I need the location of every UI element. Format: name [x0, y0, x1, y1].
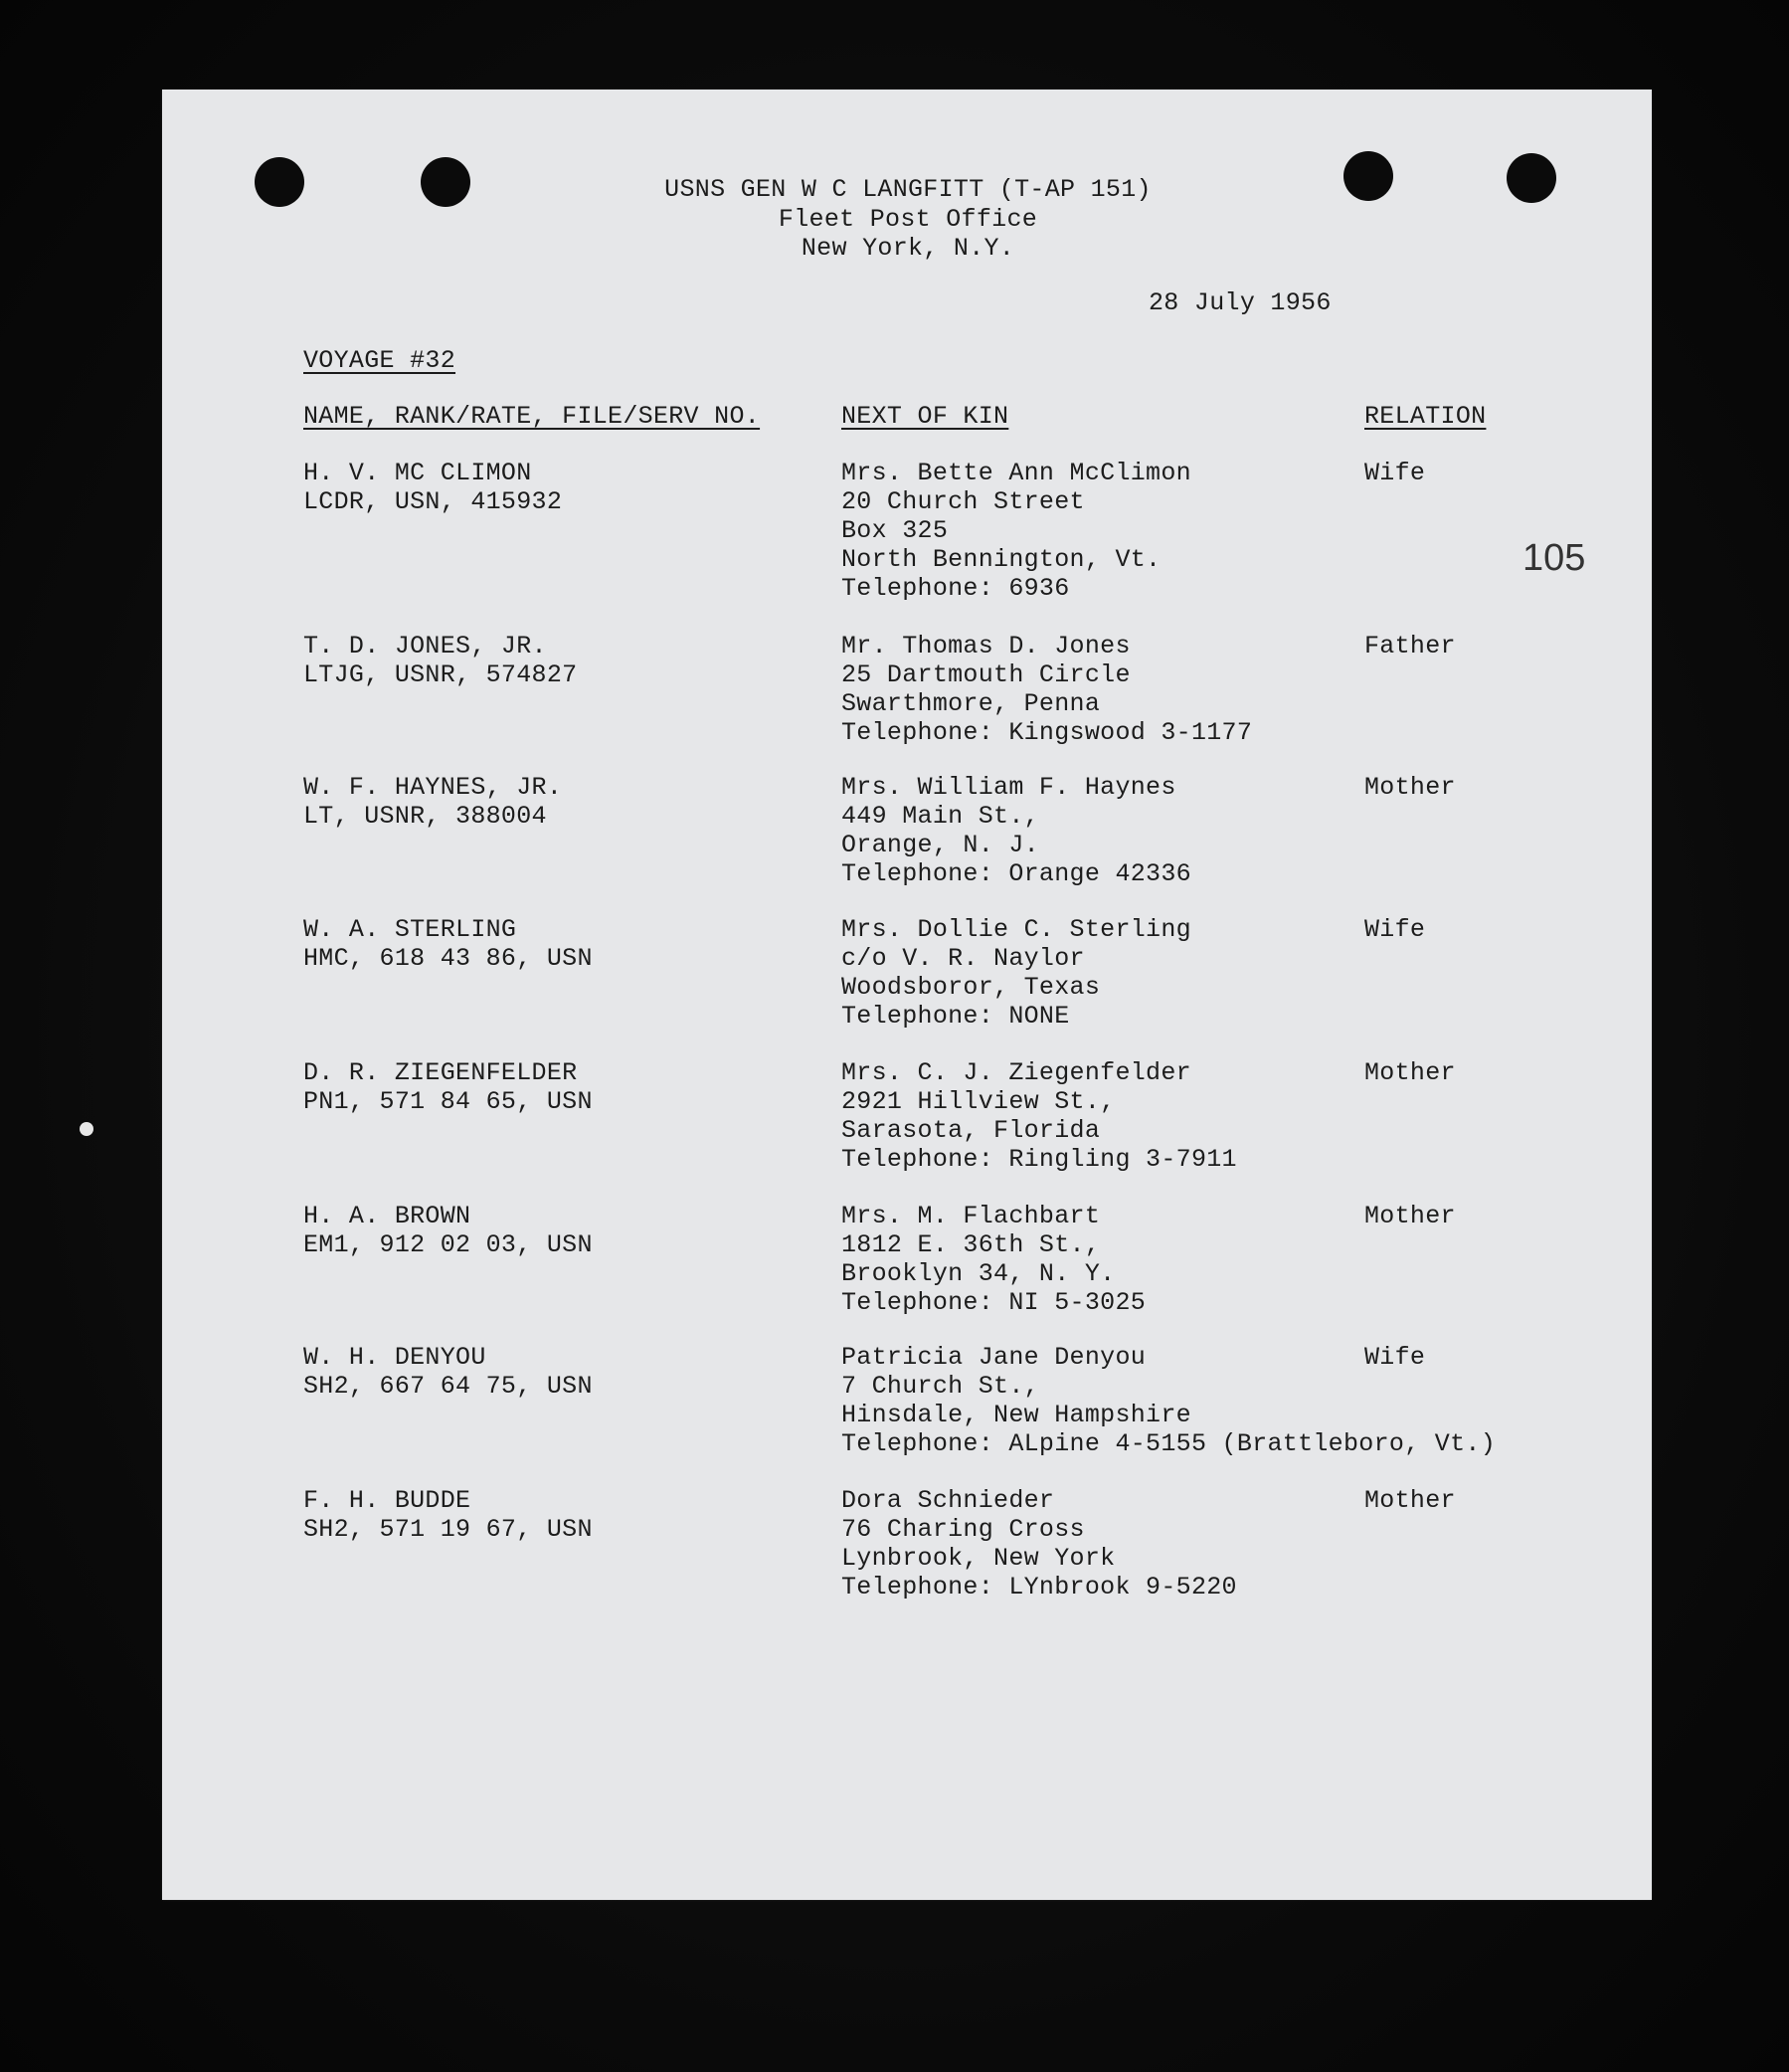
service-member-name: T. D. JONES, JR. [303, 632, 547, 660]
next-of-kin-line: Telephone: Orange 42336 [841, 859, 1191, 888]
service-member-rank: LT, USNR, 388004 [303, 802, 547, 831]
relation: Wife [1364, 915, 1426, 944]
next-of-kin-line: Telephone: LYnbrook 9-5220 [841, 1573, 1237, 1601]
relation: Mother [1364, 1486, 1456, 1515]
column-header-name: NAME, RANK/RATE, FILE/SERV NO. [303, 402, 761, 431]
document-page [162, 90, 1652, 1900]
service-member-rank: SH2, 667 64 75, USN [303, 1372, 593, 1401]
service-member-name: F. H. BUDDE [303, 1486, 471, 1515]
service-member-rank: SH2, 571 19 67, USN [303, 1515, 593, 1544]
next-of-kin-line: Dora Schnieder [841, 1486, 1055, 1515]
next-of-kin-line: Mrs. William F. Haynes [841, 773, 1176, 802]
punch-hole-2 [421, 157, 470, 207]
relation: Father [1364, 632, 1456, 660]
service-member-name: W. A. STERLING [303, 915, 517, 944]
next-of-kin-line: North Bennington, Vt. [841, 545, 1162, 574]
next-of-kin-line: Mrs. M. Flachbart [841, 1202, 1101, 1230]
relation: Wife [1364, 459, 1426, 487]
service-member-name: W. H. DENYOU [303, 1343, 486, 1372]
document-date: 28 July 1956 [1149, 288, 1332, 317]
next-of-kin-line: c/o V. R. Naylor [841, 944, 1085, 973]
next-of-kin-line: Mr. Thomas D. Jones [841, 632, 1131, 660]
punch-hole-4 [1507, 153, 1556, 203]
service-member-name: H. V. MC CLIMON [303, 459, 532, 487]
next-of-kin-line: Telephone: Kingswood 3-1177 [841, 718, 1253, 747]
next-of-kin-line: Hinsdale, New Hampshire [841, 1401, 1191, 1429]
service-member-name: W. F. HAYNES, JR. [303, 773, 563, 802]
next-of-kin-line: Box 325 [841, 516, 949, 545]
next-of-kin-line: Swarthmore, Penna [841, 689, 1101, 718]
next-of-kin-line: Telephone: ALpine 4-5155 (Brattleboro, Vt.) [841, 1429, 1497, 1458]
service-member-name: H. A. BROWN [303, 1202, 471, 1230]
relation: Mother [1364, 1202, 1456, 1230]
relation: Mother [1364, 1058, 1456, 1087]
next-of-kin-line: Woodsboror, Texas [841, 973, 1101, 1002]
next-of-kin-line: Orange, N. J. [841, 831, 1039, 859]
page-number: 105 [1522, 537, 1586, 579]
punch-hole-1 [255, 157, 304, 207]
voyage-label: VOYAGE #32 [303, 346, 456, 375]
next-of-kin-line: Telephone: NONE [841, 1002, 1070, 1031]
next-of-kin-line: Mrs. C. J. Ziegenfelder [841, 1058, 1191, 1087]
relation: Mother [1364, 773, 1456, 802]
letterhead-office: Fleet Post Office [778, 205, 1038, 234]
next-of-kin-line: 449 Main St., [841, 802, 1039, 831]
column-header-relation: RELATION [1364, 402, 1487, 431]
next-of-kin-line: 7 Church St., [841, 1372, 1039, 1401]
next-of-kin-line: Telephone: NI 5-3025 [841, 1288, 1147, 1317]
relation: Wife [1364, 1343, 1426, 1372]
service-member-rank: LTJG, USNR, 574827 [303, 660, 578, 689]
next-of-kin-line: Telephone: 6936 [841, 574, 1070, 603]
punch-hole-3 [1343, 151, 1393, 201]
service-member-name: D. R. ZIEGENFELDER [303, 1058, 578, 1087]
letterhead-city: New York, N.Y. [801, 234, 1015, 263]
next-of-kin-line: Patricia Jane Denyou [841, 1343, 1147, 1372]
service-member-rank: EM1, 912 02 03, USN [303, 1230, 593, 1259]
next-of-kin-line: Brooklyn 34, N. Y. [841, 1259, 1116, 1288]
next-of-kin-line: 2921 Hillview St., [841, 1087, 1116, 1116]
next-of-kin-line: Lynbrook, New York [841, 1544, 1116, 1573]
letterhead-ship: USNS GEN W C LANGFITT (T-AP 151) [664, 175, 1152, 204]
next-of-kin-line: Mrs. Dollie C. Sterling [841, 915, 1191, 944]
column-header-kin: NEXT OF KIN [841, 402, 1009, 431]
service-member-rank: PN1, 571 84 65, USN [303, 1087, 593, 1116]
service-member-rank: LCDR, USN, 415932 [303, 487, 563, 516]
next-of-kin-line: 1812 E. 36th St., [841, 1230, 1101, 1259]
next-of-kin-line: 76 Charing Cross [841, 1515, 1085, 1544]
next-of-kin-line: Sarasota, Florida [841, 1116, 1101, 1145]
scan-speck [80, 1122, 93, 1136]
service-member-rank: HMC, 618 43 86, USN [303, 944, 593, 973]
next-of-kin-line: Telephone: Ringling 3-7911 [841, 1145, 1237, 1174]
next-of-kin-line: 20 Church Street [841, 487, 1085, 516]
next-of-kin-line: 25 Dartmouth Circle [841, 660, 1131, 689]
next-of-kin-line: Mrs. Bette Ann McClimon [841, 459, 1191, 487]
